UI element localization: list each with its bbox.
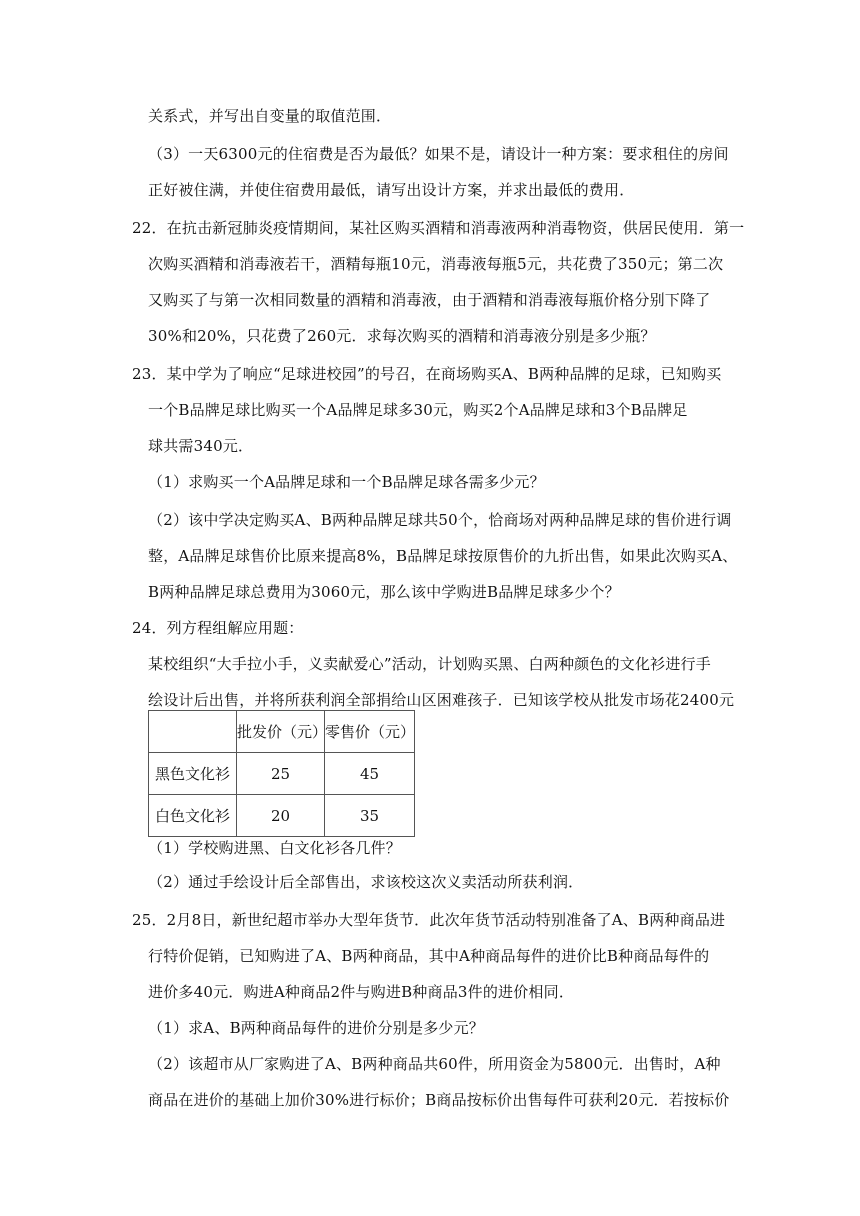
question-23: 23．某中学为了响应“足球进校园”的号召，在商场购买A、B两种品牌的足球，已知购买 (132, 365, 722, 383)
text-line: 某校组织“大手拉小手，义卖献爱心”活动，计划购买黑、白两种颜色的文化衫进行手 (148, 655, 711, 673)
text-line: （1）学校购进黑、白文化衫各几件？ (148, 839, 401, 857)
table-row (149, 753, 415, 795)
table-cell: 25 (237, 753, 325, 795)
text-line: 正好被住满，并使住宿费用最低，请写出设计方案，并求出最低的费用． (148, 181, 635, 199)
question-25: 25．2月8日，新世纪超市举办大型年货节．此次年货节活动特别准备了A、B两种商品进 (132, 911, 726, 929)
text-line: （2）通过手绘设计后全部售出，求该校这次义卖活动所获利润． (148, 873, 584, 891)
table-row (149, 795, 415, 837)
table-cell: 白色文化衫 (149, 795, 237, 837)
text-line: 进价多40元．购进A种商品2件与购进B种商品3件的进价相同． (148, 983, 575, 1001)
text-line: （1）求购买一个A品牌足球和一个B品牌足球各需多少元？ (148, 473, 545, 491)
table-cell: 45 (325, 753, 415, 795)
question-22: 22．在抗击新冠肺炎疫情期间，某社区购买酒精和消毒液两种消毒物资，供居民使用．第一 (132, 219, 745, 237)
text-line: 又购买了与第一次相同数量的酒精和消毒液，由于酒精和消毒液每瓶价格分别下降了 (148, 291, 711, 309)
table-header-cell (149, 711, 237, 753)
text-line: 商品在进价的基础上加价30%进行标价；B商品按标价出售每件可获利20元．若按标价 (148, 1091, 730, 1109)
table-header-cell: 零售价（元） (325, 711, 415, 753)
table-header-row (149, 711, 415, 753)
text-line: （1）求A、B两种商品每件的进价分别是多少元？ (148, 1019, 485, 1037)
text-line: B两种品牌足球总费用为3060元，那么该中学购进B品牌足球多少个？ (148, 583, 620, 601)
table-header-cell: 批发价（元） (237, 711, 325, 753)
text-line: 行特价促销，已知购进了A、B两种商品，其中A种商品每件的进价比B种商品每件的 (148, 947, 710, 965)
text-line: 30%和20%，只花费了260元．求每次购买的酒精和消毒液分别是多少瓶？ (148, 327, 656, 345)
text-line: 球共需340元． (148, 437, 254, 455)
table-cell: 35 (325, 795, 415, 837)
text-line: 关系式，并写出自变量的取值范围． (148, 107, 392, 125)
price-table (148, 710, 415, 837)
text-line: （2）该超市从厂家购进了A、B两种商品共60件，所用资金为5800元．出售时，A种 (148, 1055, 721, 1073)
text-line: （2）该中学决定购买A、B两种品牌足球共50个，恰商场对两种品牌足球的售价进行调 (148, 511, 732, 529)
question-24: 24．列方程组解应用题： (132, 619, 304, 637)
text-line: 一个B品牌足球比购买一个A品牌足球多30元，购买2个A品牌足球和3个B品牌足 (148, 401, 688, 419)
text-line: 绘设计后出售，并将所获利润全部捐给山区困难孩子．已知该学校从批发市场花2400元 (148, 691, 735, 709)
text-line: 次购买酒精和消毒液若干，酒精每瓶10元，消毒液每瓶5元，共花费了350元；第二次 (148, 255, 724, 273)
text-line: 整，A品牌足球售价比原来提高8%，B品牌足球按原售价的九折出售，如果此次购买A、 (148, 547, 738, 565)
table-cell: 黑色文化衫 (149, 753, 237, 795)
text-line: （3）一天6300元的住宿费是否为最低？如果不是，请设计一种方案：要求租住的房间 (148, 145, 729, 163)
table-cell: 20 (237, 795, 325, 837)
